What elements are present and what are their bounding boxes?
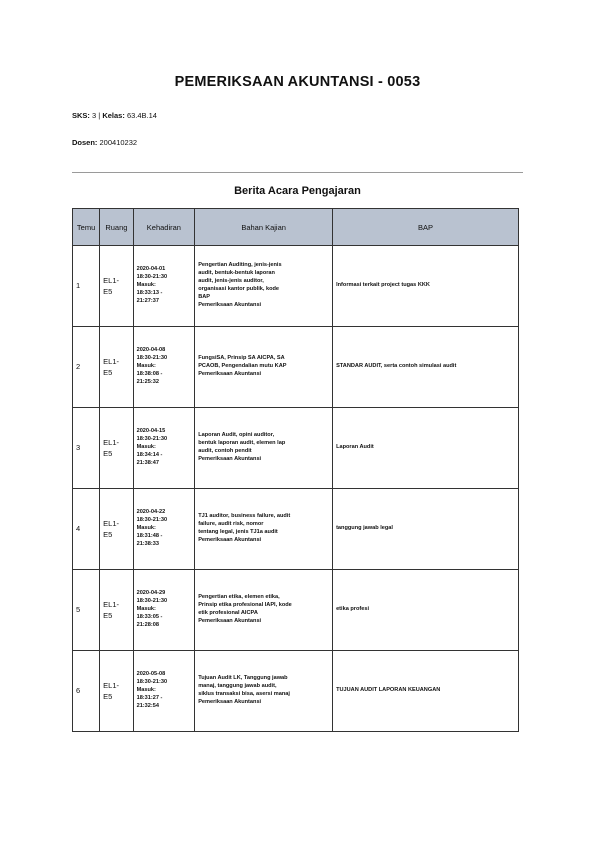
cell-temu: 3 — [73, 408, 100, 489]
cell-kehadiran-line: 18:34:14 - — [136, 451, 163, 458]
cell-bahan-kajian-line: failure, audit risk, nomor — [198, 521, 264, 528]
cell-bahan-kajian-line: Pemeriksaan Akuntansi — [198, 536, 262, 543]
cell-kehadiran — [133, 570, 195, 651]
divider — [72, 172, 523, 173]
col-header-bahan-kajian: Bahan Kajian — [195, 209, 333, 246]
cell-bahan-kajian-line: BAP — [198, 293, 211, 300]
cell-kehadiran-line: 2020-04-01 — [136, 266, 166, 273]
cell-bap — [333, 327, 519, 408]
cell-kehadiran-line: 21:27:37 — [136, 297, 159, 304]
section-title: Berita Acara Pengajaran — [234, 185, 361, 197]
table-row — [73, 651, 519, 732]
cell-kehadiran-line: 18:30-21:30 — [136, 598, 168, 605]
cell-kehadiran — [133, 327, 195, 408]
cell-kehadiran-line: Masuk: — [136, 282, 156, 289]
cell-ruang — [100, 570, 133, 651]
cell-bahan-kajian-line: Prinsip etika profesional IAPI, kode — [198, 602, 292, 609]
cell-bahan-kajian-line: manaj, tanggung jawab audit, — [198, 683, 277, 690]
cell-ruang — [100, 246, 133, 327]
cell-bahan-kajian — [195, 246, 333, 327]
cell-kehadiran-line: 21:25:32 — [136, 378, 159, 385]
cell-kehadiran-line: 2020-05-08 — [136, 671, 166, 678]
cell-bahan-kajian — [195, 408, 333, 489]
cell-temu: 4 — [73, 489, 100, 570]
cell-kehadiran-line: 2020-04-15 — [136, 428, 166, 435]
sks-label: SKS: — [72, 111, 90, 120]
cell-ruang — [100, 408, 133, 489]
col-header-kehadiran: Kehadiran — [133, 209, 195, 246]
page-title: PEMERIKSAAN AKUNTANSI - 0053 — [174, 74, 421, 90]
cell-bap-line: etika profesi — [336, 606, 370, 613]
cell-bap — [333, 651, 519, 732]
cell-ruang-line: E5 — [103, 530, 113, 539]
cell-ruang — [100, 327, 133, 408]
cell-kehadiran-line: 2020-04-29 — [136, 590, 166, 597]
cell-kehadiran-line: 21:38:47 — [136, 459, 159, 466]
cell-kehadiran-line: 2020-04-22 — [136, 509, 166, 516]
cell-bahan-kajian-line: organisasi kantor publik, kode — [198, 286, 280, 292]
cell-bahan-kajian-line: Pemeriksaan Akuntansi — [198, 301, 262, 308]
table-row — [73, 246, 519, 327]
cell-kehadiran-line: 21:28:08 — [136, 621, 159, 628]
cell-kehadiran — [133, 246, 195, 327]
dosen-label: Dosen: — [72, 138, 98, 147]
cell-bahan-kajian-line: Pemeriksaan Akuntansi — [198, 617, 262, 624]
cell-ruang-line: E5 — [103, 449, 113, 458]
lecturer-meta — [72, 138, 137, 147]
cell-bahan-kajian — [195, 327, 333, 408]
cell-bahan-kajian-line: tentang legal, jenis TJ1a audit — [198, 529, 278, 535]
table-header-row — [73, 209, 519, 246]
cell-bap-line: TUJUAN AUDIT LAPORAN KEUANGAN — [336, 687, 441, 694]
cell-kehadiran-line: Masuk: — [136, 444, 156, 451]
cell-kehadiran-line: 18:31:27 - — [136, 694, 163, 701]
cell-temu: 2 — [73, 327, 100, 408]
cell-kehadiran-line: 18:38:08 - — [136, 370, 163, 377]
cell-ruang-line: E5 — [103, 287, 113, 296]
cell-kehadiran-line: Masuk: — [136, 606, 156, 613]
cell-kehadiran-line: 18:30-21:30 — [136, 355, 168, 362]
col-header-ruang: Ruang — [100, 209, 133, 246]
cell-bap — [333, 489, 519, 570]
cell-ruang-line: EL1- — [103, 356, 119, 366]
table-row — [73, 489, 519, 570]
cell-bahan-kajian-line: audit, contoh pendit — [198, 448, 252, 454]
cell-kehadiran-line: Masuk: — [136, 687, 156, 694]
cell-ruang-line: E5 — [103, 368, 113, 377]
cell-bahan-kajian-line: Pengertian Auditing, jenis-jenis — [198, 262, 282, 269]
cell-ruang-line: E5 — [103, 692, 113, 701]
cell-kehadiran-line: 18:30-21:30 — [136, 517, 168, 524]
cell-bap — [333, 408, 519, 489]
cell-kehadiran-line: 18:30-21:30 — [136, 274, 168, 281]
sks-value: 3 — [92, 111, 97, 120]
cell-temu: 5 — [73, 570, 100, 651]
cell-ruang-line: E5 — [103, 611, 113, 620]
table-row — [73, 327, 519, 408]
cell-temu: 6 — [73, 651, 100, 732]
cell-ruang-line: EL1- — [103, 518, 119, 528]
col-header-temu: Temu — [73, 209, 100, 246]
cell-bahan-kajian — [195, 489, 333, 570]
cell-bap-line: STANDAR AUDIT, serta contoh simulasi audit — [336, 363, 457, 370]
cell-kehadiran — [133, 489, 195, 570]
cell-ruang-line: EL1- — [103, 275, 119, 285]
cell-kehadiran-line: 21:32:54 — [136, 702, 159, 709]
cell-kehadiran-line: Masuk: — [136, 363, 156, 370]
table-body — [73, 246, 519, 732]
cell-temu: 1 — [73, 246, 100, 327]
kelas-value: 63.4B.14 — [126, 111, 157, 120]
cell-bap-line: tanggung jawab legal — [336, 525, 393, 532]
cell-bap-line: Informasi terkait project tugas KKK — [336, 282, 430, 289]
cell-bahan-kajian — [195, 570, 333, 651]
cell-bahan-kajian-line: Pengertian etika, elemen etika, — [198, 594, 280, 601]
cell-kehadiran — [133, 408, 195, 489]
cell-bap — [333, 570, 519, 651]
cell-kehadiran-line: 18:33:13 - — [136, 289, 163, 296]
cell-kehadiran-line: 18:30-21:30 — [136, 436, 168, 443]
cell-bahan-kajian-line: audit, jenis-jenis auditor, — [198, 278, 264, 285]
cell-bahan-kajian-line: Pemeriksaan Akuntansi — [198, 370, 262, 377]
kelas-label: Kelas: — [102, 111, 125, 120]
cell-bahan-kajian-line: Tujuan Audit LK, Tanggung jawab — [198, 675, 288, 682]
cell-bahan-kajian-line: PCAOB, Pengendalian mutu KAP — [198, 363, 287, 370]
cell-bahan-kajian-line: etik profesional AICPA — [198, 610, 258, 616]
cell-bahan-kajian-line: Pemeriksaan Akuntansi — [198, 455, 262, 462]
cell-kehadiran-line: 18:30-21:30 — [136, 679, 168, 686]
cell-ruang-line: EL1- — [103, 680, 119, 690]
cell-bahan-kajian-line: TJ1 auditor, business failure, audit — [198, 513, 291, 520]
table-row — [73, 408, 519, 489]
cell-kehadiran — [133, 651, 195, 732]
bap-table — [72, 208, 519, 732]
cell-bap-line: Laporan Audit — [336, 444, 374, 451]
dosen-value: 200410232 — [99, 138, 138, 147]
cell-bahan-kajian-line: Laporan Audit, opini auditor, — [198, 432, 275, 439]
cell-ruang — [100, 651, 133, 732]
cell-kehadiran-line: 18:31:48 - — [136, 532, 163, 539]
cell-bahan-kajian — [195, 651, 333, 732]
cell-kehadiran-line: Masuk: — [136, 525, 156, 532]
cell-kehadiran-line: 2020-04-08 — [136, 347, 166, 354]
cell-ruang-line: EL1- — [103, 599, 119, 609]
col-header-bap: BAP — [333, 209, 519, 246]
cell-kehadiran-line: 21:38:33 — [136, 540, 159, 547]
cell-bahan-kajian-line: bentuk laporan audit, elemen lap — [198, 440, 286, 447]
cell-bahan-kajian-line: siklus transaksi bisa, asersi manaj — [198, 691, 290, 697]
course-meta — [72, 111, 157, 120]
cell-bahan-kajian-line: FungsiSA, Prinsip SA AICPA, SA — [198, 355, 285, 362]
cell-bap — [333, 246, 519, 327]
cell-bahan-kajian-line: Pemeriksaan Akuntansi — [198, 698, 262, 705]
cell-kehadiran-line: 18:33:05 - — [136, 613, 163, 620]
cell-ruang-line: EL1- — [103, 437, 119, 447]
cell-bahan-kajian-line: audit, bentuk-bentuk laporan — [198, 270, 275, 277]
table-row — [73, 570, 519, 651]
cell-ruang — [100, 489, 133, 570]
meta-separator: | — [98, 111, 101, 120]
